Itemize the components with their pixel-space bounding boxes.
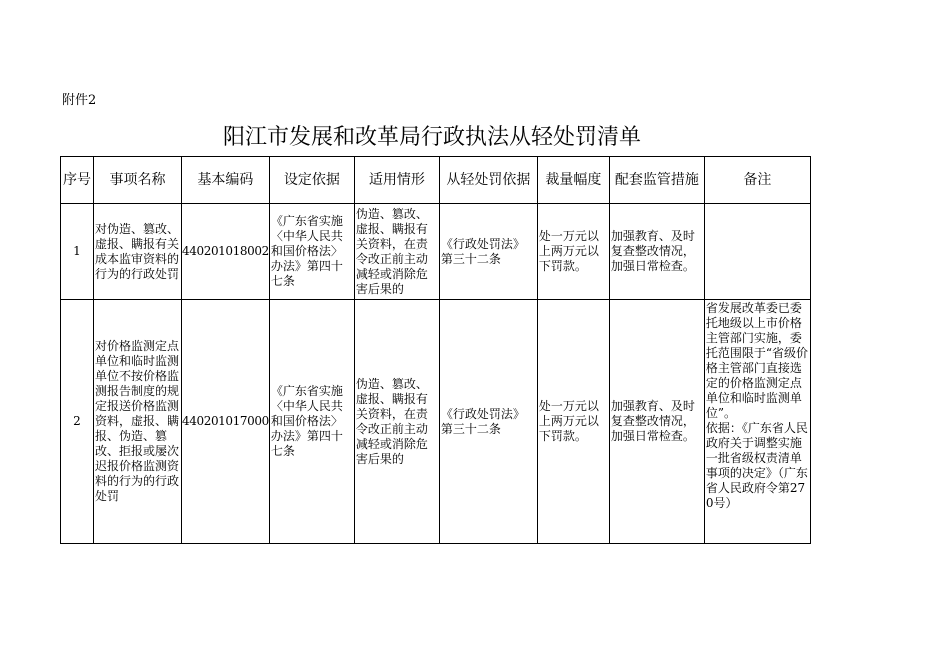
table-header-row [61,157,811,204]
note-cell [704,300,810,544]
header-cell: 事项名称 [94,157,182,204]
lenient-basis-cell: 《行政处罚法》第三十二条 [439,300,537,544]
note-content [706,301,809,542]
range-cell: 处一万元以上两万元以下罚款。 [537,300,609,544]
header-cell: 从轻处罚依据 [439,157,537,204]
header-cell: 序号 [61,157,94,204]
measures-cell: 加强教育、及时复查整改情况，加强日常检查。 [609,204,704,300]
item-name-cell: 对价格监测定点单位和临时监测单位不按价格监测报告制度的规定报送价格监测资料，虚报、瞒报、伪造、篡改、拒报或屡次迟报价格监测资料的行为的行政处罚 [94,300,182,544]
code-cell: 440201018002 [182,204,270,300]
range-cell: 处一万元以上两万元以下罚款。 [537,204,609,300]
header-cell: 裁量幅度 [537,157,609,204]
seq-cell: 2 [61,300,94,544]
note-cell [704,204,810,300]
attachment-label: 附件2 [62,93,97,108]
penalty-table [60,156,811,544]
document-title-text: 阳江市发展和改革局行政执法从轻处罚清单 [222,125,641,150]
table-row [61,300,811,544]
note-paragraph: 省发展改革委已委托地级以上市价格主管部门实施，委托范围限于“省级价格主管部门直接选定的价格监测定点单位和临时监测单位”。 [705,301,808,420]
table-row [61,204,811,300]
code-cell: 440201017000 [182,300,270,544]
situation-cell: 伪造、篡改、虚报、瞒报有关资料，在责令改正前主动减轻或消除危害后果的 [354,204,439,300]
basis-cell: 《广东省实施〈中华人民共和国价格法〉办法》第四十七条 [269,204,354,300]
document-title [0,120,936,151]
header-cell: 配套监管措施 [609,157,704,204]
header-cell: 基本编码 [182,157,270,204]
item-name-cell: 对伪造、篡改、虚报、瞒报有关成本监审资料的行为的行政处罚 [94,204,182,300]
seq-cell: 1 [61,204,94,300]
note-paragraph: 依据：《广东省人民政府关于调整实施一批省级权责清单事项的决定》（广东省人民政府令第270号） [705,421,808,510]
header-cell: 适用情形 [354,157,439,204]
lenient-basis-cell: 《行政处罚法》第三十二条 [439,204,537,300]
measures-cell: 加强教育、及时复查整改情况，加强日常检查。 [609,300,704,544]
basis-cell: 《广东省实施〈中华人民共和国价格法〉办法》第四十七条 [269,300,354,544]
header-cell: 设定依据 [269,157,354,204]
header-cell: 备注 [704,157,810,204]
situation-cell: 伪造、篡改、虚报、瞒报有关资料，在责令改正前主动减轻或消除危害后果的 [354,300,439,544]
